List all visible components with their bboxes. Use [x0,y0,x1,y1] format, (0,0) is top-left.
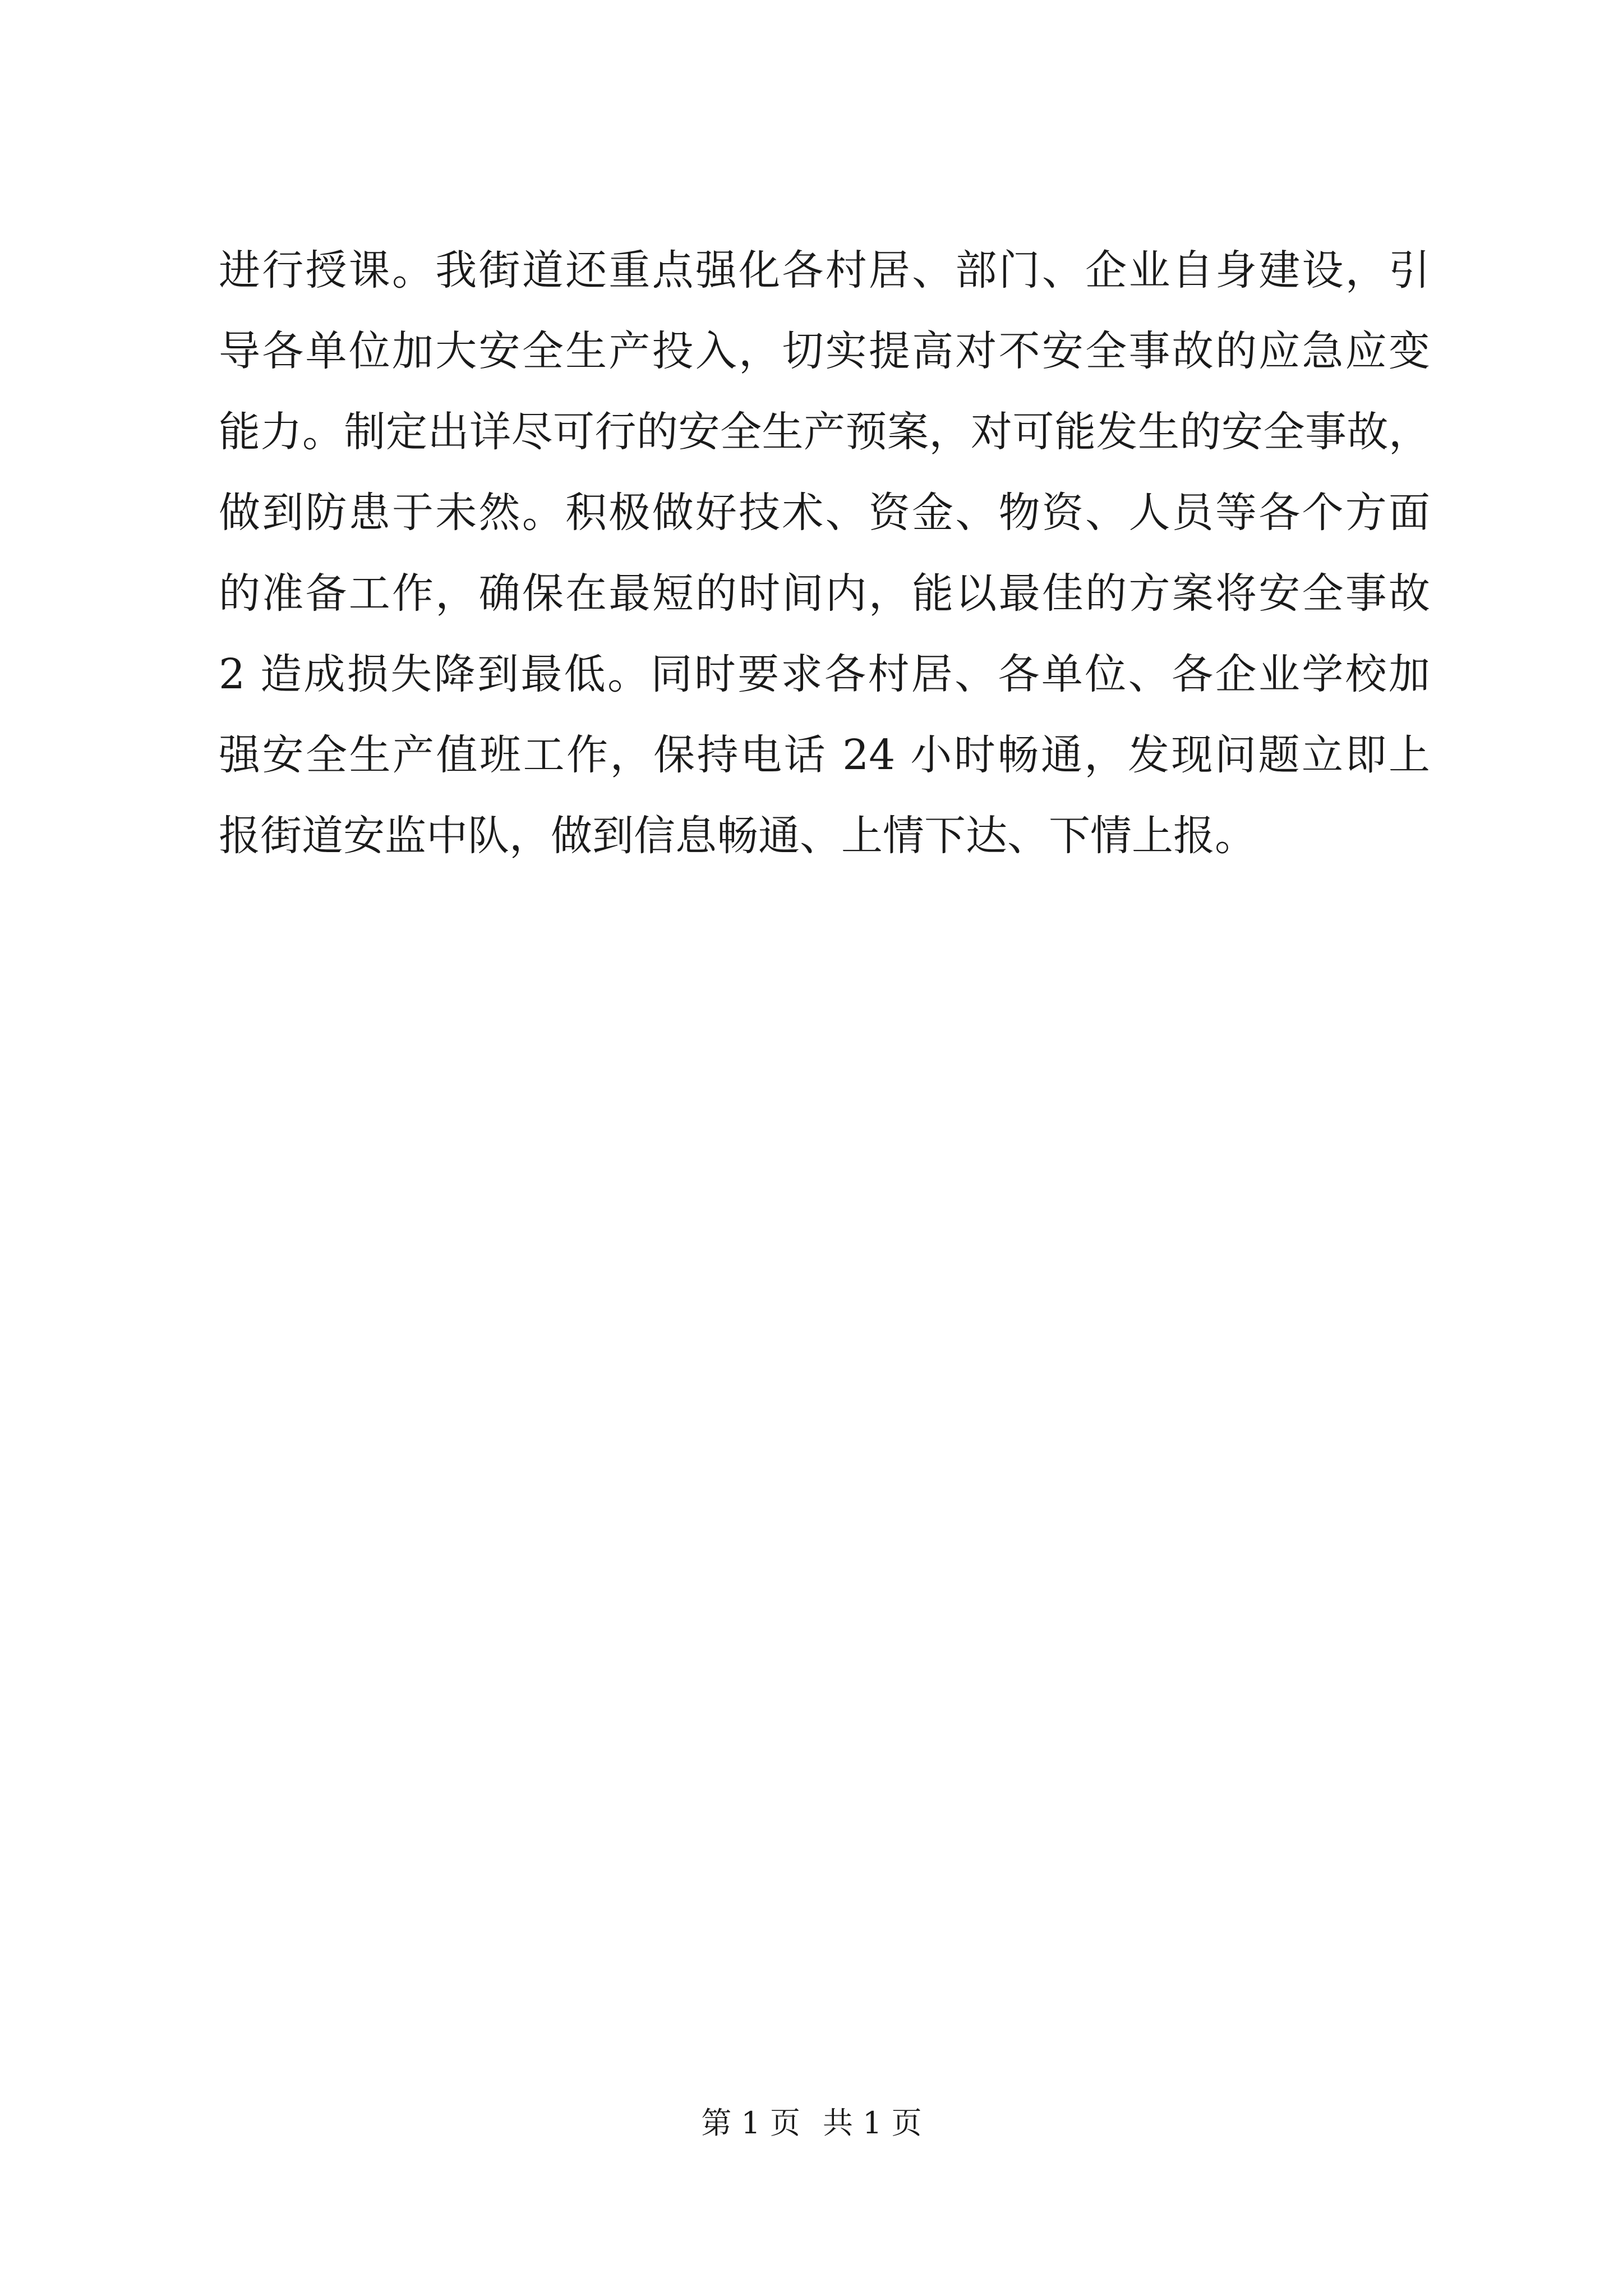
text-line: 进行授课。我街道还重点强化各村居、部门、企业自身建设，引 [219,246,1430,295]
page-total: 共 1 页 [823,2105,922,2141]
page-footer [0,2101,1623,2146]
text-line: 的准备工作，确保在最短的时间内，能以最佳的方案将安全事故 [219,569,1430,618]
page-number: 第 1 页 [701,2105,800,2141]
text-line: 强安全生产值班工作，保持电话 24 小时畅通，发现问题立即上 [219,731,1430,779]
text-line: 2 造成损失降到最低。同时要求各村居、各单位、各企业学校加 [219,650,1430,698]
text-line: 报街道安监中队，做到信息畅通、上情下达、下情上报。 [219,812,1256,860]
text-line: 能力。制定出详尽可行的安全生产预案，对可能发生的安全事故， [219,408,1430,456]
text-line: 做到防患于未然。积极做好技术、资金、物资、人员等各个方面 [219,489,1430,537]
text-line: 导各单位加大安全生产投入，切实提高对不安全事故的应急应变 [219,327,1430,375]
body-paragraph [219,230,1430,876]
